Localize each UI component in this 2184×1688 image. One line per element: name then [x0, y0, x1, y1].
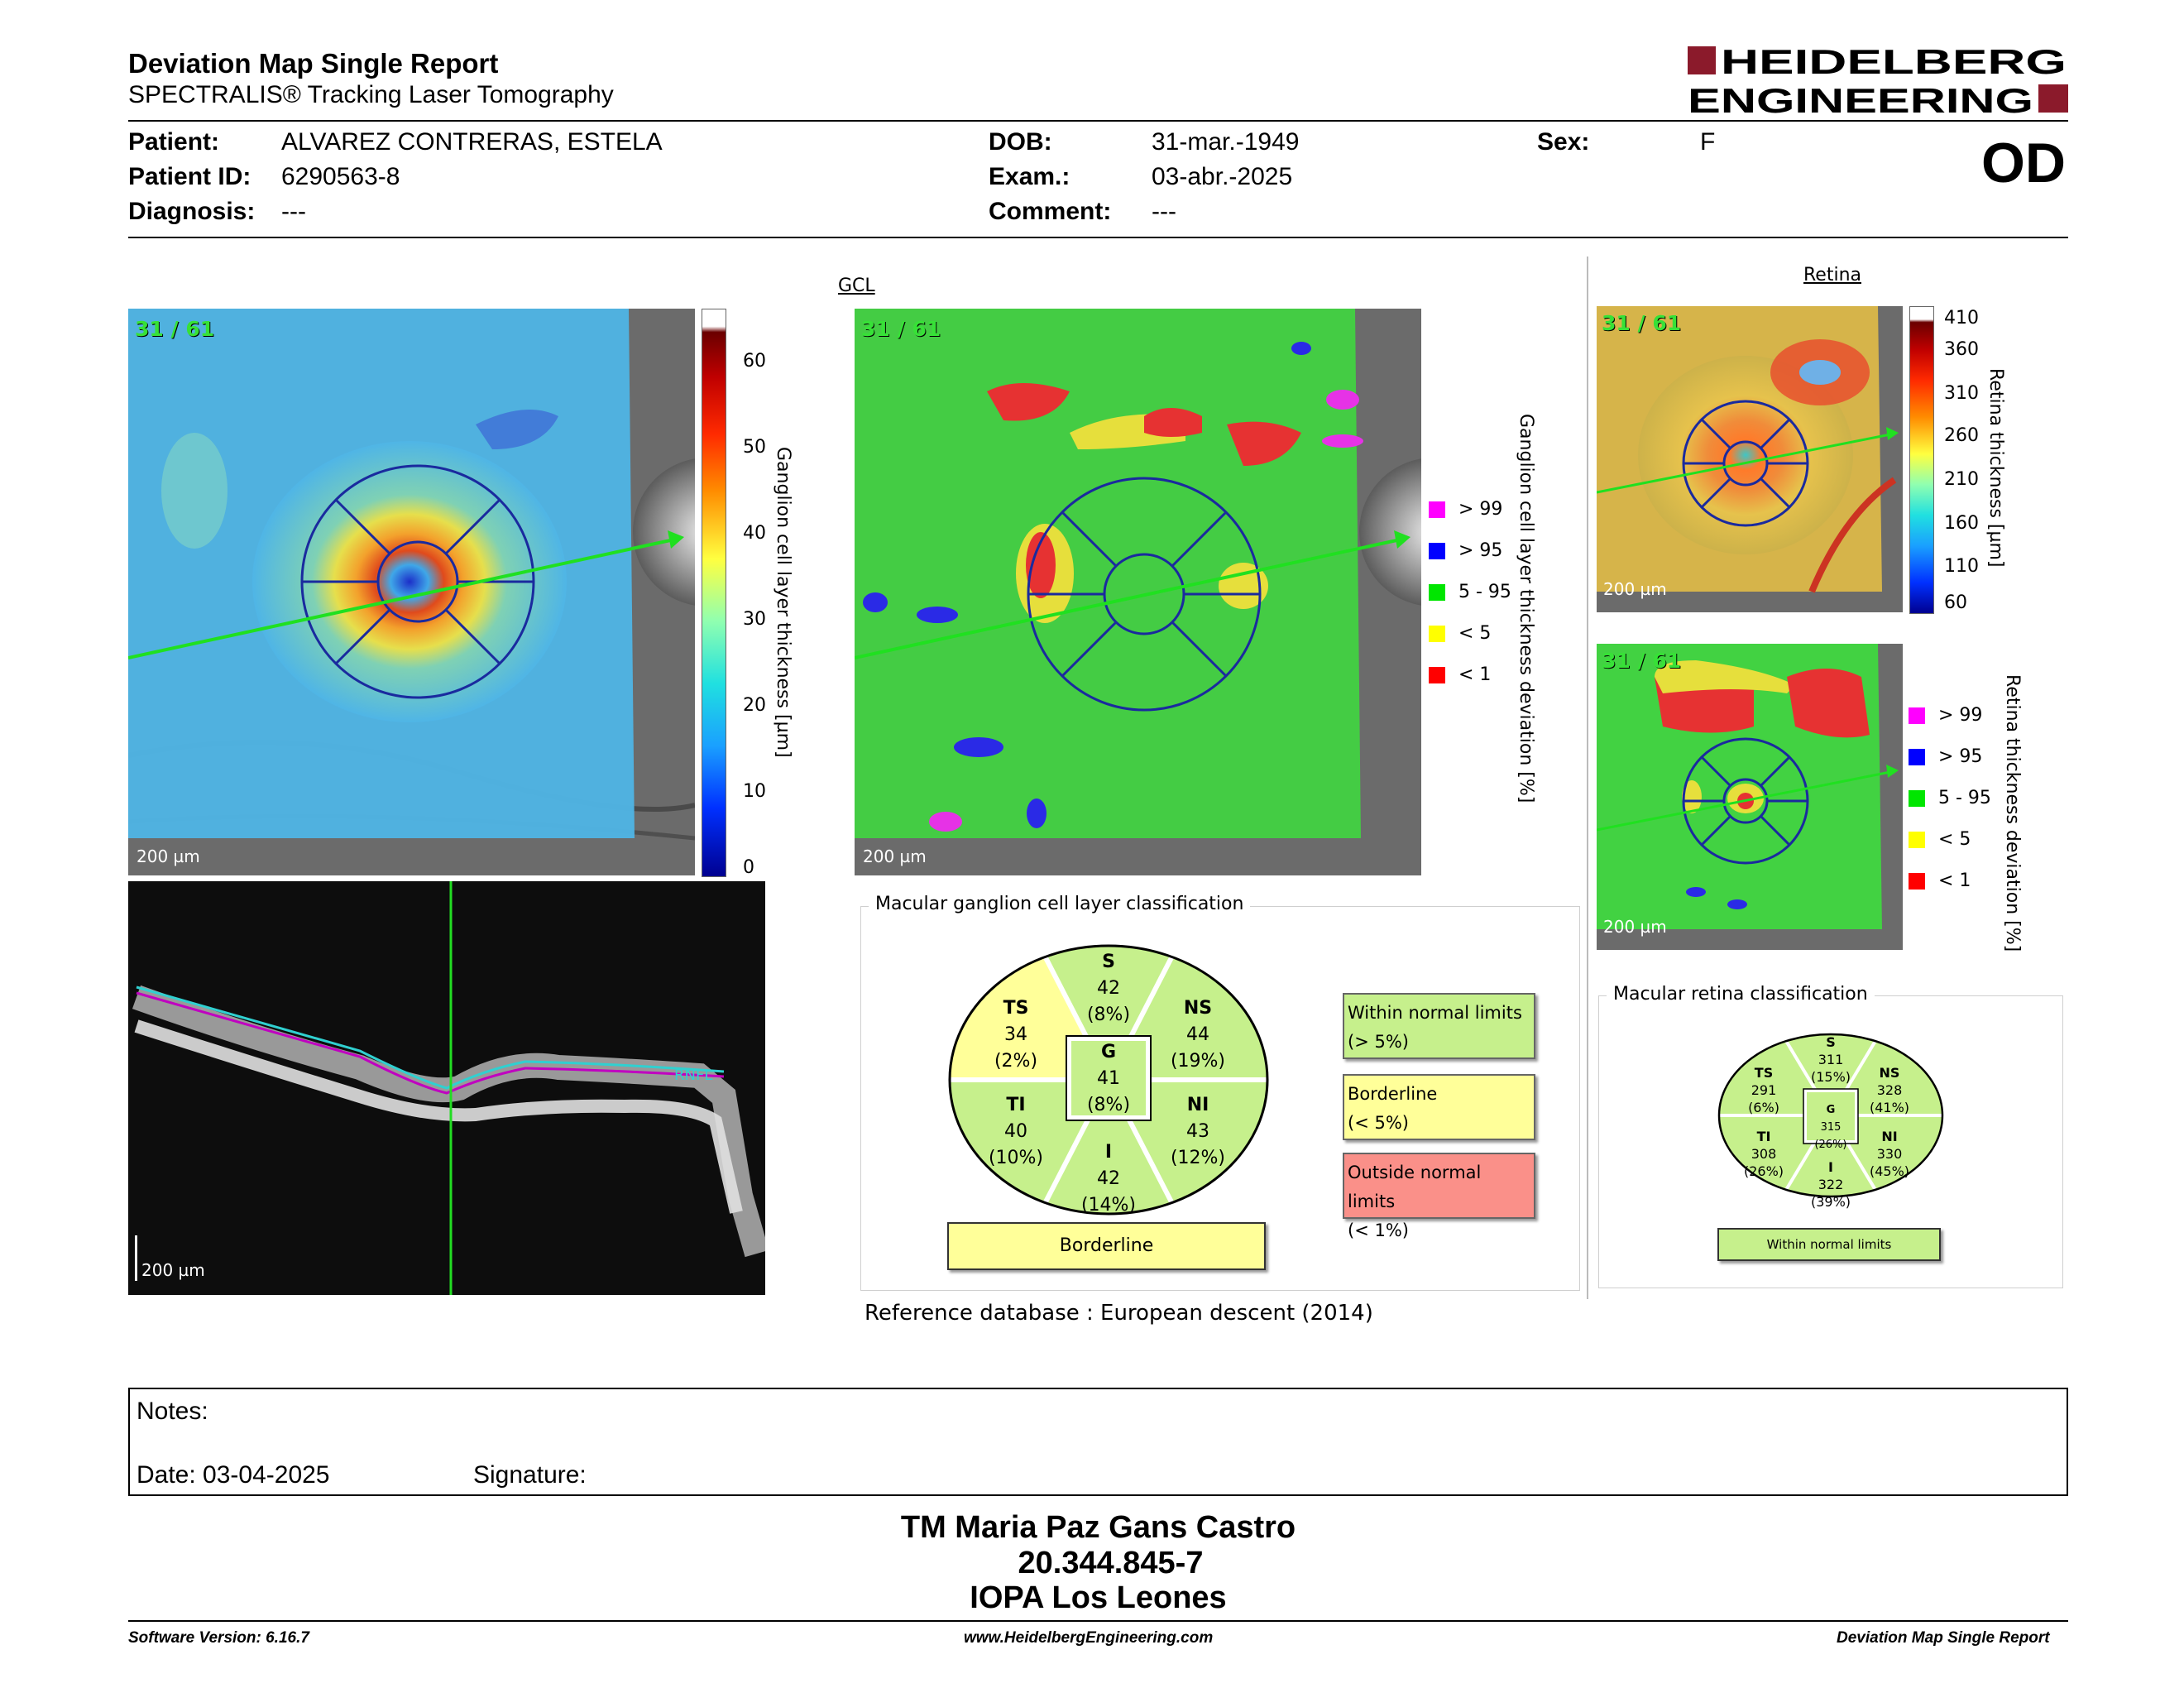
eye-indicator: OD [1981, 132, 2066, 194]
legend-outside-normal [1343, 1153, 1535, 1240]
sector-value: 43 [1186, 1121, 1209, 1142]
footer-divider [128, 1620, 2068, 1622]
retina-tick: 160 [1944, 513, 1979, 534]
sector-name: S [1826, 1034, 1836, 1050]
reference-database: Reference database : European descent (2014) [864, 1301, 1373, 1326]
legend-swatch [1909, 790, 1925, 807]
sector-ni [1157, 1092, 1239, 1172]
sector-pct: (10%) [988, 1148, 1044, 1168]
software-version: Software Version: 6.16.7 [128, 1629, 309, 1647]
gcl-classification-result: Borderline [947, 1222, 1266, 1270]
gcl-tick: 50 [743, 437, 766, 458]
legend-label: < 5 [1938, 829, 1971, 850]
frame-number: 31 / 61 [135, 317, 215, 341]
sector-ns [1157, 995, 1239, 1075]
legend-swatch [1909, 832, 1925, 848]
sector-pct: (26%) [1814, 1139, 1847, 1151]
gcl-tick: 0 [743, 857, 754, 878]
sector-pct: (8%) [1086, 1095, 1131, 1115]
legend-swatch [1909, 873, 1925, 890]
sector-pct: (45%) [1869, 1163, 1910, 1179]
legend-label: < 5 [1458, 623, 1492, 644]
retina-color-scale [1909, 306, 1934, 614]
sector-value: 40 [1004, 1121, 1027, 1142]
scale-bar-line [135, 1235, 137, 1281]
retina-tick: 260 [1944, 425, 1979, 446]
sector-name: NI [1186, 1095, 1209, 1115]
sector-name: TS [1003, 998, 1029, 1019]
sector-ti [975, 1092, 1057, 1172]
retina-tick: 210 [1944, 469, 1979, 490]
retina-classification-title: Macular retina classification [1607, 984, 1875, 1005]
sector-name: NS [1879, 1065, 1900, 1081]
gcl-classification-title: Macular ganglion cell layer classification [869, 894, 1250, 914]
sector-name: G [1100, 1042, 1117, 1062]
gcl-axis-label: Ganglion cell layer thickness [µm] [773, 447, 793, 758]
retina-tick: 110 [1944, 556, 1979, 577]
gcl-legend-item [1429, 664, 1491, 685]
sector-g [1806, 1101, 1856, 1153]
scale-bar: 200 µm [863, 846, 927, 866]
retina-legend-item [1909, 870, 1971, 891]
svg-text:HEIDELBERG: HEIDELBERG [1721, 43, 2067, 81]
retina-classification-result: Within normal limits [1717, 1228, 1941, 1261]
retina-tick: 410 [1944, 308, 1979, 328]
legend-label: < 1 [1938, 870, 1971, 891]
legend-within-label: Within normal limits [1348, 1003, 1522, 1023]
sector-pct: (15%) [1810, 1069, 1851, 1085]
retina-legend-item [1909, 829, 1971, 850]
sector-value: 322 [1818, 1177, 1844, 1192]
sector-name: NS [1183, 998, 1213, 1019]
dob-label: DOB: [989, 128, 1052, 156]
gcl-dev-axis-label: Ganglion cell layer thickness deviation [%] [1516, 414, 1536, 803]
patient-name: ALVAREZ CONTRERAS, ESTELA [281, 128, 663, 156]
sector-pct: (39%) [1810, 1194, 1851, 1210]
comment: --- [1152, 198, 1176, 225]
sector-value: 42 [1097, 1168, 1120, 1189]
sector-g [1067, 1039, 1150, 1119]
sector-pct: (14%) [1080, 1195, 1137, 1216]
gcl-tick: 40 [743, 523, 766, 544]
exam-label: Exam.: [989, 163, 1070, 190]
sector-name: NI [1881, 1129, 1898, 1144]
sector-ti [1739, 1128, 1789, 1180]
scale-bar: 200 µm [1603, 579, 1667, 599]
sector-value: 41 [1097, 1068, 1120, 1089]
column-divider [1587, 257, 1588, 1299]
legend-label: > 95 [1938, 746, 1983, 767]
sector-name: I [1828, 1159, 1833, 1175]
sector-name: TI [1006, 1095, 1026, 1115]
gcl-legend-item [1429, 540, 1502, 561]
heidelberg-logo [1688, 43, 2068, 117]
svg-text:ENGINEERING: ENGINEERING [1688, 81, 2033, 117]
legend-within-pct: (> 5%) [1348, 1032, 1409, 1052]
legend-label: 5 - 95 [1458, 582, 1511, 602]
notes-box [128, 1388, 2068, 1496]
sector-name: TS [1754, 1065, 1774, 1081]
legend-swatch [1429, 584, 1445, 601]
sector-name: S [1102, 952, 1115, 972]
frame-number: 31 / 61 [861, 317, 941, 341]
report-subtitle: SPECTRALIS® Tracking Laser Tomography [128, 81, 614, 108]
legend-outside-label: Outside normal limits [1348, 1163, 1482, 1211]
legend-within-normal [1343, 993, 1535, 1059]
gcl-tick: 30 [743, 609, 766, 630]
exam-date: 03-abr.-2025 [1152, 163, 1293, 190]
signatory-name: TM Maria Paz Gans Castro [900, 1510, 1296, 1545]
sector-pct: (6%) [1748, 1100, 1779, 1115]
sector-name: I [1104, 1142, 1113, 1163]
sector-pct: (26%) [1743, 1163, 1784, 1179]
signature-label: Signature: [473, 1461, 587, 1489]
retina-section-title: Retina [1803, 265, 1861, 285]
gcl-color-scale [702, 309, 726, 877]
sector-ns [1865, 1064, 1914, 1116]
sector-pct: (12%) [1170, 1148, 1226, 1168]
gcl-tick: 20 [743, 695, 766, 716]
retina-deviation-map [1597, 644, 1903, 950]
sector-name: TI [1756, 1129, 1771, 1144]
sector-pct: (2%) [994, 1051, 1038, 1072]
sector-name: G [1826, 1104, 1836, 1116]
retina-tick: 360 [1944, 339, 1979, 360]
sector-ni [1865, 1128, 1914, 1180]
svg-text:RNFL: RNFL [674, 1067, 713, 1084]
notes-label: Notes: [136, 1398, 208, 1425]
footer-report-name: Deviation Map Single Report [1837, 1629, 2050, 1647]
frame-number: 31 / 61 [1602, 649, 1682, 673]
sex: F [1700, 128, 1716, 156]
scale-bar: 200 µm [141, 1260, 205, 1280]
patient-id-label: Patient ID: [128, 163, 251, 190]
gcl-legend-item [1429, 582, 1511, 602]
patient-id: 6290563-8 [281, 163, 400, 190]
gcl-thickness-map [128, 309, 695, 875]
retina-legend-item [1909, 705, 1982, 726]
sector-ts [1739, 1064, 1789, 1116]
retina-legend-item [1909, 788, 1991, 808]
sector-s [1067, 949, 1150, 1029]
sector-value: 308 [1751, 1146, 1777, 1162]
legend-label: < 1 [1458, 664, 1492, 685]
legend-swatch [1909, 749, 1925, 765]
sector-i [1806, 1158, 1856, 1211]
sex-label: Sex: [1537, 128, 1590, 156]
legend-borderline-pct: (< 5%) [1348, 1113, 1409, 1133]
dob: 31-mar.-1949 [1152, 128, 1300, 156]
retina-thickness-map [1597, 306, 1903, 612]
sector-s [1806, 1033, 1856, 1086]
sector-i [1067, 1139, 1150, 1219]
legend-outside-pct: (< 1%) [1348, 1220, 1409, 1240]
gcl-deviation-map [855, 309, 1421, 875]
sector-pct: (19%) [1170, 1051, 1226, 1072]
legend-label: > 95 [1458, 540, 1503, 561]
scale-bar: 200 µm [1603, 917, 1667, 937]
patient-divider [128, 237, 2068, 238]
sector-value: 291 [1751, 1082, 1777, 1098]
frame-number: 31 / 61 [1602, 311, 1682, 335]
legend-swatch [1909, 707, 1925, 724]
sector-value: 330 [1876, 1146, 1903, 1162]
legend-swatch [1429, 501, 1445, 518]
oct-bscan [128, 881, 765, 1295]
retina-axis-label: Retina thickness [µm] [1985, 368, 2006, 568]
legend-borderline [1343, 1074, 1535, 1140]
sector-ts [975, 995, 1057, 1075]
gcl-tick: 60 [743, 351, 766, 372]
comment-label: Comment: [989, 198, 1112, 225]
retina-tick: 60 [1944, 592, 1967, 613]
signatory-id: 20.344.845-7 [1018, 1546, 1204, 1580]
diagnosis: --- [281, 198, 306, 225]
retina-legend-item [1909, 746, 1982, 767]
sector-value: 328 [1876, 1082, 1903, 1098]
report-title: Deviation Map Single Report [128, 48, 499, 79]
legend-label: 5 - 95 [1938, 788, 1991, 808]
sector-value: 44 [1186, 1024, 1209, 1045]
retina-dev-axis-label: Retina thickness deviation [%] [2002, 674, 2023, 952]
legend-label: > 99 [1458, 499, 1503, 520]
sector-pct: (8%) [1086, 1005, 1131, 1025]
legend-swatch [1429, 667, 1445, 683]
patient-name-label: Patient: [128, 128, 220, 156]
sector-value: 34 [1004, 1024, 1027, 1045]
gcl-legend-item [1429, 623, 1491, 644]
scale-bar: 200 µm [136, 846, 200, 866]
gcl-legend-item [1429, 499, 1502, 520]
sector-value: 42 [1097, 978, 1120, 999]
retina-tick: 310 [1944, 383, 1979, 404]
notes-date: Date: 03-04-2025 [136, 1461, 330, 1489]
sector-value: 315 [1820, 1121, 1842, 1134]
website-link[interactable]: www.HeidelbergEngineering.com [964, 1629, 1214, 1647]
sector-value: 311 [1818, 1052, 1844, 1067]
gcl-tick: 10 [743, 781, 766, 802]
header-divider [128, 120, 2068, 122]
legend-label: > 99 [1938, 705, 1983, 726]
diagnosis-label: Diagnosis: [128, 198, 256, 225]
legend-swatch [1429, 543, 1445, 559]
signatory-place: IOPA Los Leones [970, 1580, 1227, 1615]
sector-pct: (41%) [1869, 1100, 1910, 1115]
legend-swatch [1429, 626, 1445, 642]
legend-borderline-label: Borderline [1348, 1084, 1438, 1104]
gcl-section-title: GCL [838, 276, 875, 296]
